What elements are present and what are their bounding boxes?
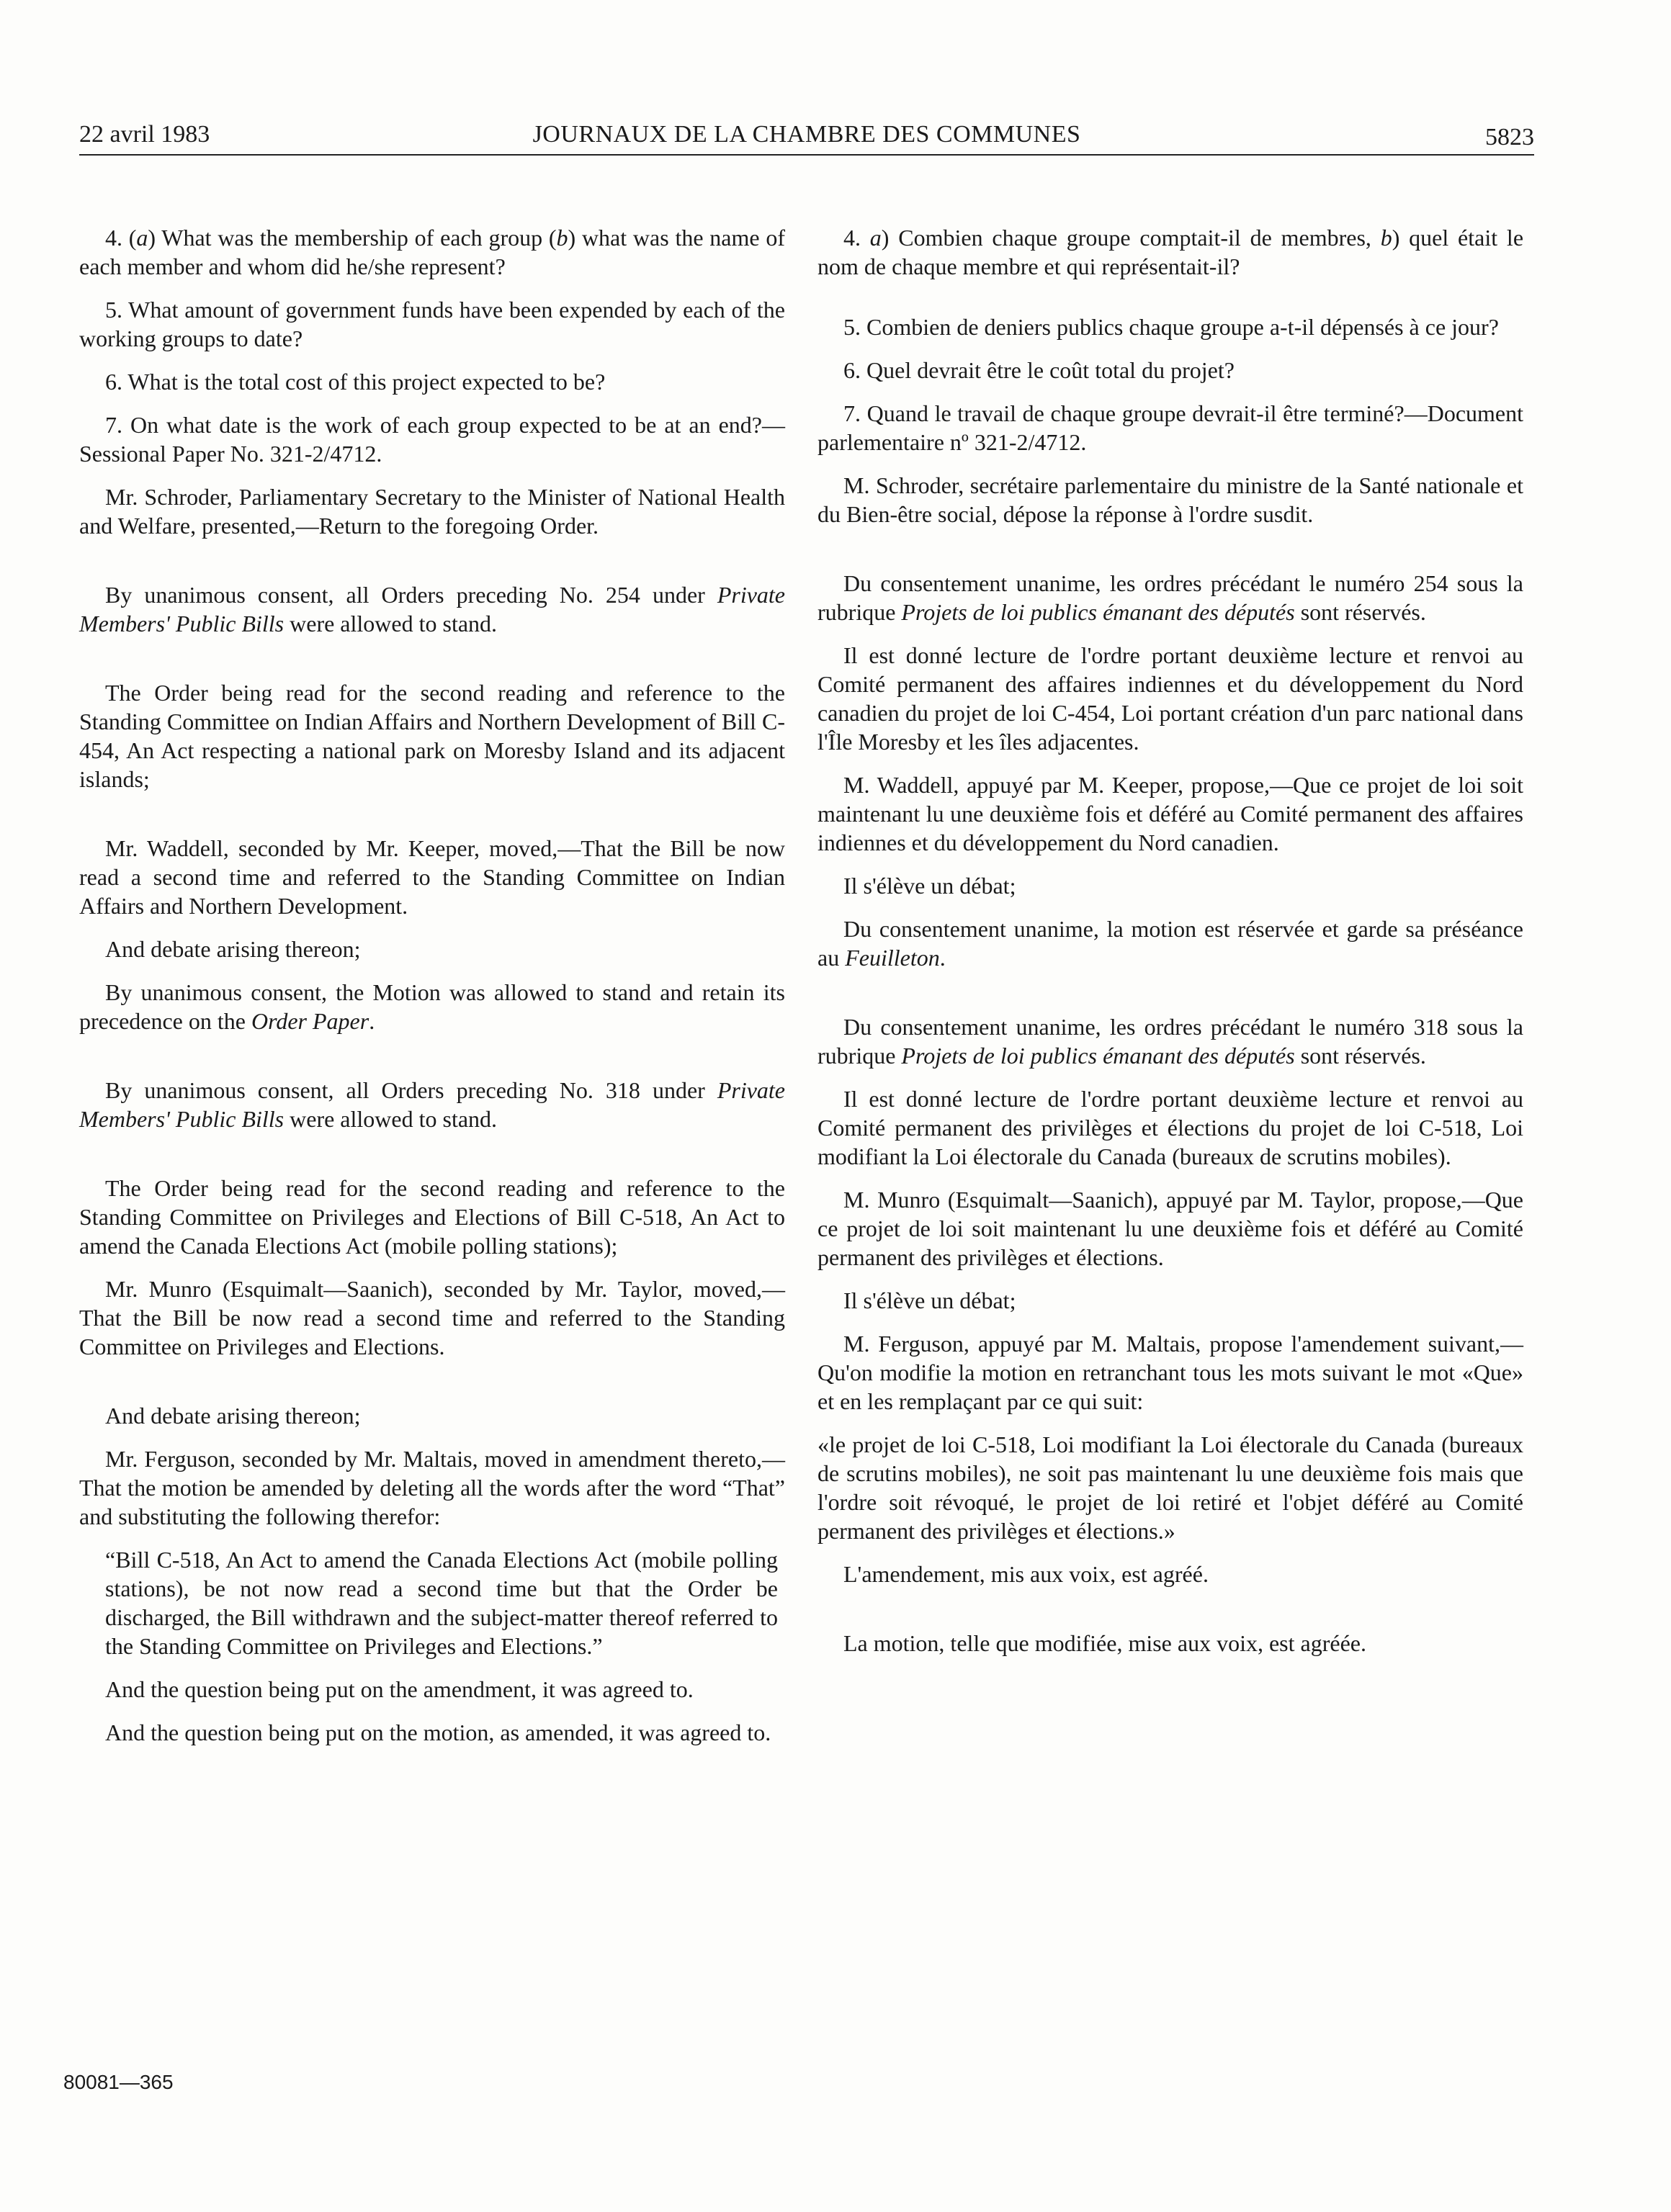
question-7: 7. On what date is the work of each group expected to be at an end?—Sessional Paper No. 321-2/4712. — [79, 412, 785, 467]
motion-stand: By unanimous consent, the Motion was allowed to stand and retain its precedence on the Order Paper. — [79, 979, 785, 1034]
order-c518: The Order being read for the second reading and reference to the Standing Committee on Privileges and Elections of Bill C-518, An Act to amend the Canada Elections Act (mobile polling stations); — [79, 1175, 785, 1259]
header-date: 22 avril 1983 — [79, 121, 210, 148]
amendment-agreed-fr: L'amendement, mis aux voix, est agréé. — [843, 1561, 1209, 1587]
motion-agreed-fr: La motion, telle que modifiée, mise aux voix, est agréée. — [843, 1630, 1366, 1656]
ferguson-amendment: Mr. Ferguson, seconded by Mr. Maltais, moved in amendment thereto,—That the motion be amended by deleting all the words after the word “That” and substituting the following therefor: — [79, 1446, 785, 1529]
amendment-agreed: And the question being put on the amendment, it was agreed to. — [105, 1676, 694, 1702]
consent-318: By unanimous consent, all Orders preceding No. 318 under Private Members' Public Bills were allowed to stand. — [79, 1077, 785, 1132]
order-c518-fr: Il est donné lecture de l'ordre portant deuxième lecture et renvoi au Comité permanent des privilèges et élections du projet de loi C-518, Loi modifiant la Loi électorale du Canada (bureaux de scrutins mobiles). — [817, 1086, 1523, 1169]
french-column — [817, 223, 1523, 1672]
question-7-fr: 7. Quand le travail de chaque groupe devrait-il être terminé?—Document parlementaire nº 321-2/4712. — [817, 400, 1523, 455]
question-5: 5. What amount of government funds have been expended by each of the working groups to date? — [79, 297, 785, 351]
consent-254: By unanimous consent, all Orders preceding No. 254 under Private Members' Public Bills were allowed to stand. — [79, 582, 785, 637]
motion-stand-fr: Du consentement unanime, la motion est réservée et garde sa préséance au Feuilleton. — [817, 916, 1523, 971]
munro-motion-fr: M. Munro (Esquimalt—Saanich), appuyé par M. Taylor, propose,—Que ce projet de loi soit maintenant lu une deuxième fois et déféré au Comité permanent des privilèges et élections. — [817, 1187, 1523, 1270]
munro-motion: Mr. Munro (Esquimalt—Saanich), seconded by Mr. Taylor, moved,—That the Bill be now read a second time and referred to the Standing Committee on Privileges and Elections. — [79, 1276, 785, 1359]
debate-1: And debate arising thereon; — [105, 936, 361, 962]
debate-1-fr: Il s'élève un débat; — [843, 873, 1016, 899]
waddell-motion-fr: M. Waddell, appuyé par M. Keeper, propose,—Que ce projet de loi soit maintenant lu une deuxième fois et déféré au Comité permanent des affaires indiennes et du développement du Nord canadien. — [817, 772, 1523, 855]
waddell-motion: Mr. Waddell, seconded by Mr. Keeper, moved,—That the Bill be now read a second time and referred to the Standing Committee on Indian Affairs and Northern Development. — [79, 835, 785, 919]
english-column — [79, 223, 785, 1761]
page-header — [79, 121, 1534, 156]
page-number: 5823 — [1485, 124, 1534, 150]
question-6: 6. What is the total cost of this project expected to be? — [105, 369, 606, 395]
consent-254-fr: Du consentement unanime, les ordres précédant le numéro 254 sous la rubrique Projets de loi publics émanant des députés sont réservés. — [817, 570, 1523, 625]
question-6-fr: 6. Quel devrait être le coût total du projet? — [843, 357, 1235, 383]
order-c454: The Order being read for the second reading and reference to the Standing Committee on Indian Affairs and Northern Development of Bill C-454, An Act respecting a national park on Moresby Island and its adjacent islands; — [79, 680, 785, 792]
question-4: 4. (a) What was the membership of each group (b) what was the name of each member and whom did he/she represent? — [79, 225, 786, 279]
motion-agreed: And the question being put on the motion, as amended, it was agreed to. — [105, 1719, 771, 1745]
ferguson-amendment-fr: M. Ferguson, appuyé par M. Maltais, propose l'amendement suivant,—Qu'on modifie la motion en retranchant tous les mots suivant le mot «Que» et en les remplaçant par ce qui suit: — [817, 1331, 1523, 1414]
question-4-fr: 4. a) Combien chaque groupe comptait-il de membres, b) quel était le nom de chaque membre et qui représentait-il? — [817, 225, 1524, 279]
debate-2-fr: Il s'élève un débat; — [843, 1287, 1016, 1313]
question-5-fr: 5. Combien de deniers publics chaque groupe a-t-il dépensés à ce jour? — [843, 314, 1499, 340]
consent-318-fr: Du consentement unanime, les ordres précédant le numéro 318 sous la rubrique Projets de loi publics émanant des députés sont réservés. — [817, 1014, 1523, 1069]
order-c454-fr: Il est donné lecture de l'ordre portant deuxième lecture et renvoi au Comité permanent des affaires indiennes et du développement du Nord canadien du projet de loi C-454, Loi portant création d'un parc national dans l'Île Moresby et les îles adjacentes. — [817, 642, 1523, 755]
debate-2: And debate arising thereon; — [105, 1403, 361, 1429]
amendment-quote-fr: «le projet de loi C-518, Loi modifiant la Loi électorale du Canada (bureaux de scrutins mobiles), ne soit pas maintenant lu une deuxième fois mais que l'ordre soit révoqué, le projet de loi retiré et l'objet déféré au Comité permanent des privilèges et élections.» — [817, 1431, 1523, 1544]
schroder-return: Mr. Schroder, Parliamentary Secretary to the Minister of National Health and Welfare, presented,—Return to the foregoing Order. — [79, 484, 785, 539]
footer-code: 80081—365 — [63, 2071, 174, 2093]
schroder-return-fr: M. Schroder, secrétaire parlementaire du ministre de la Santé nationale et du Bien-être social, dépose la réponse à l'ordre susdit. — [817, 472, 1523, 527]
journal-title: JOURNAUX DE LA CHAMBRE DES COMMUNES — [532, 121, 1081, 148]
amendment-quote: “Bill C-518, An Act to amend the Canada Elections Act (mobile polling stations), be not now read a second time but that the Order be discharged, the Bill withdrawn and the subject-matter thereof referred to the Standing Committee on Privileges and Elections.” — [105, 1547, 778, 1659]
